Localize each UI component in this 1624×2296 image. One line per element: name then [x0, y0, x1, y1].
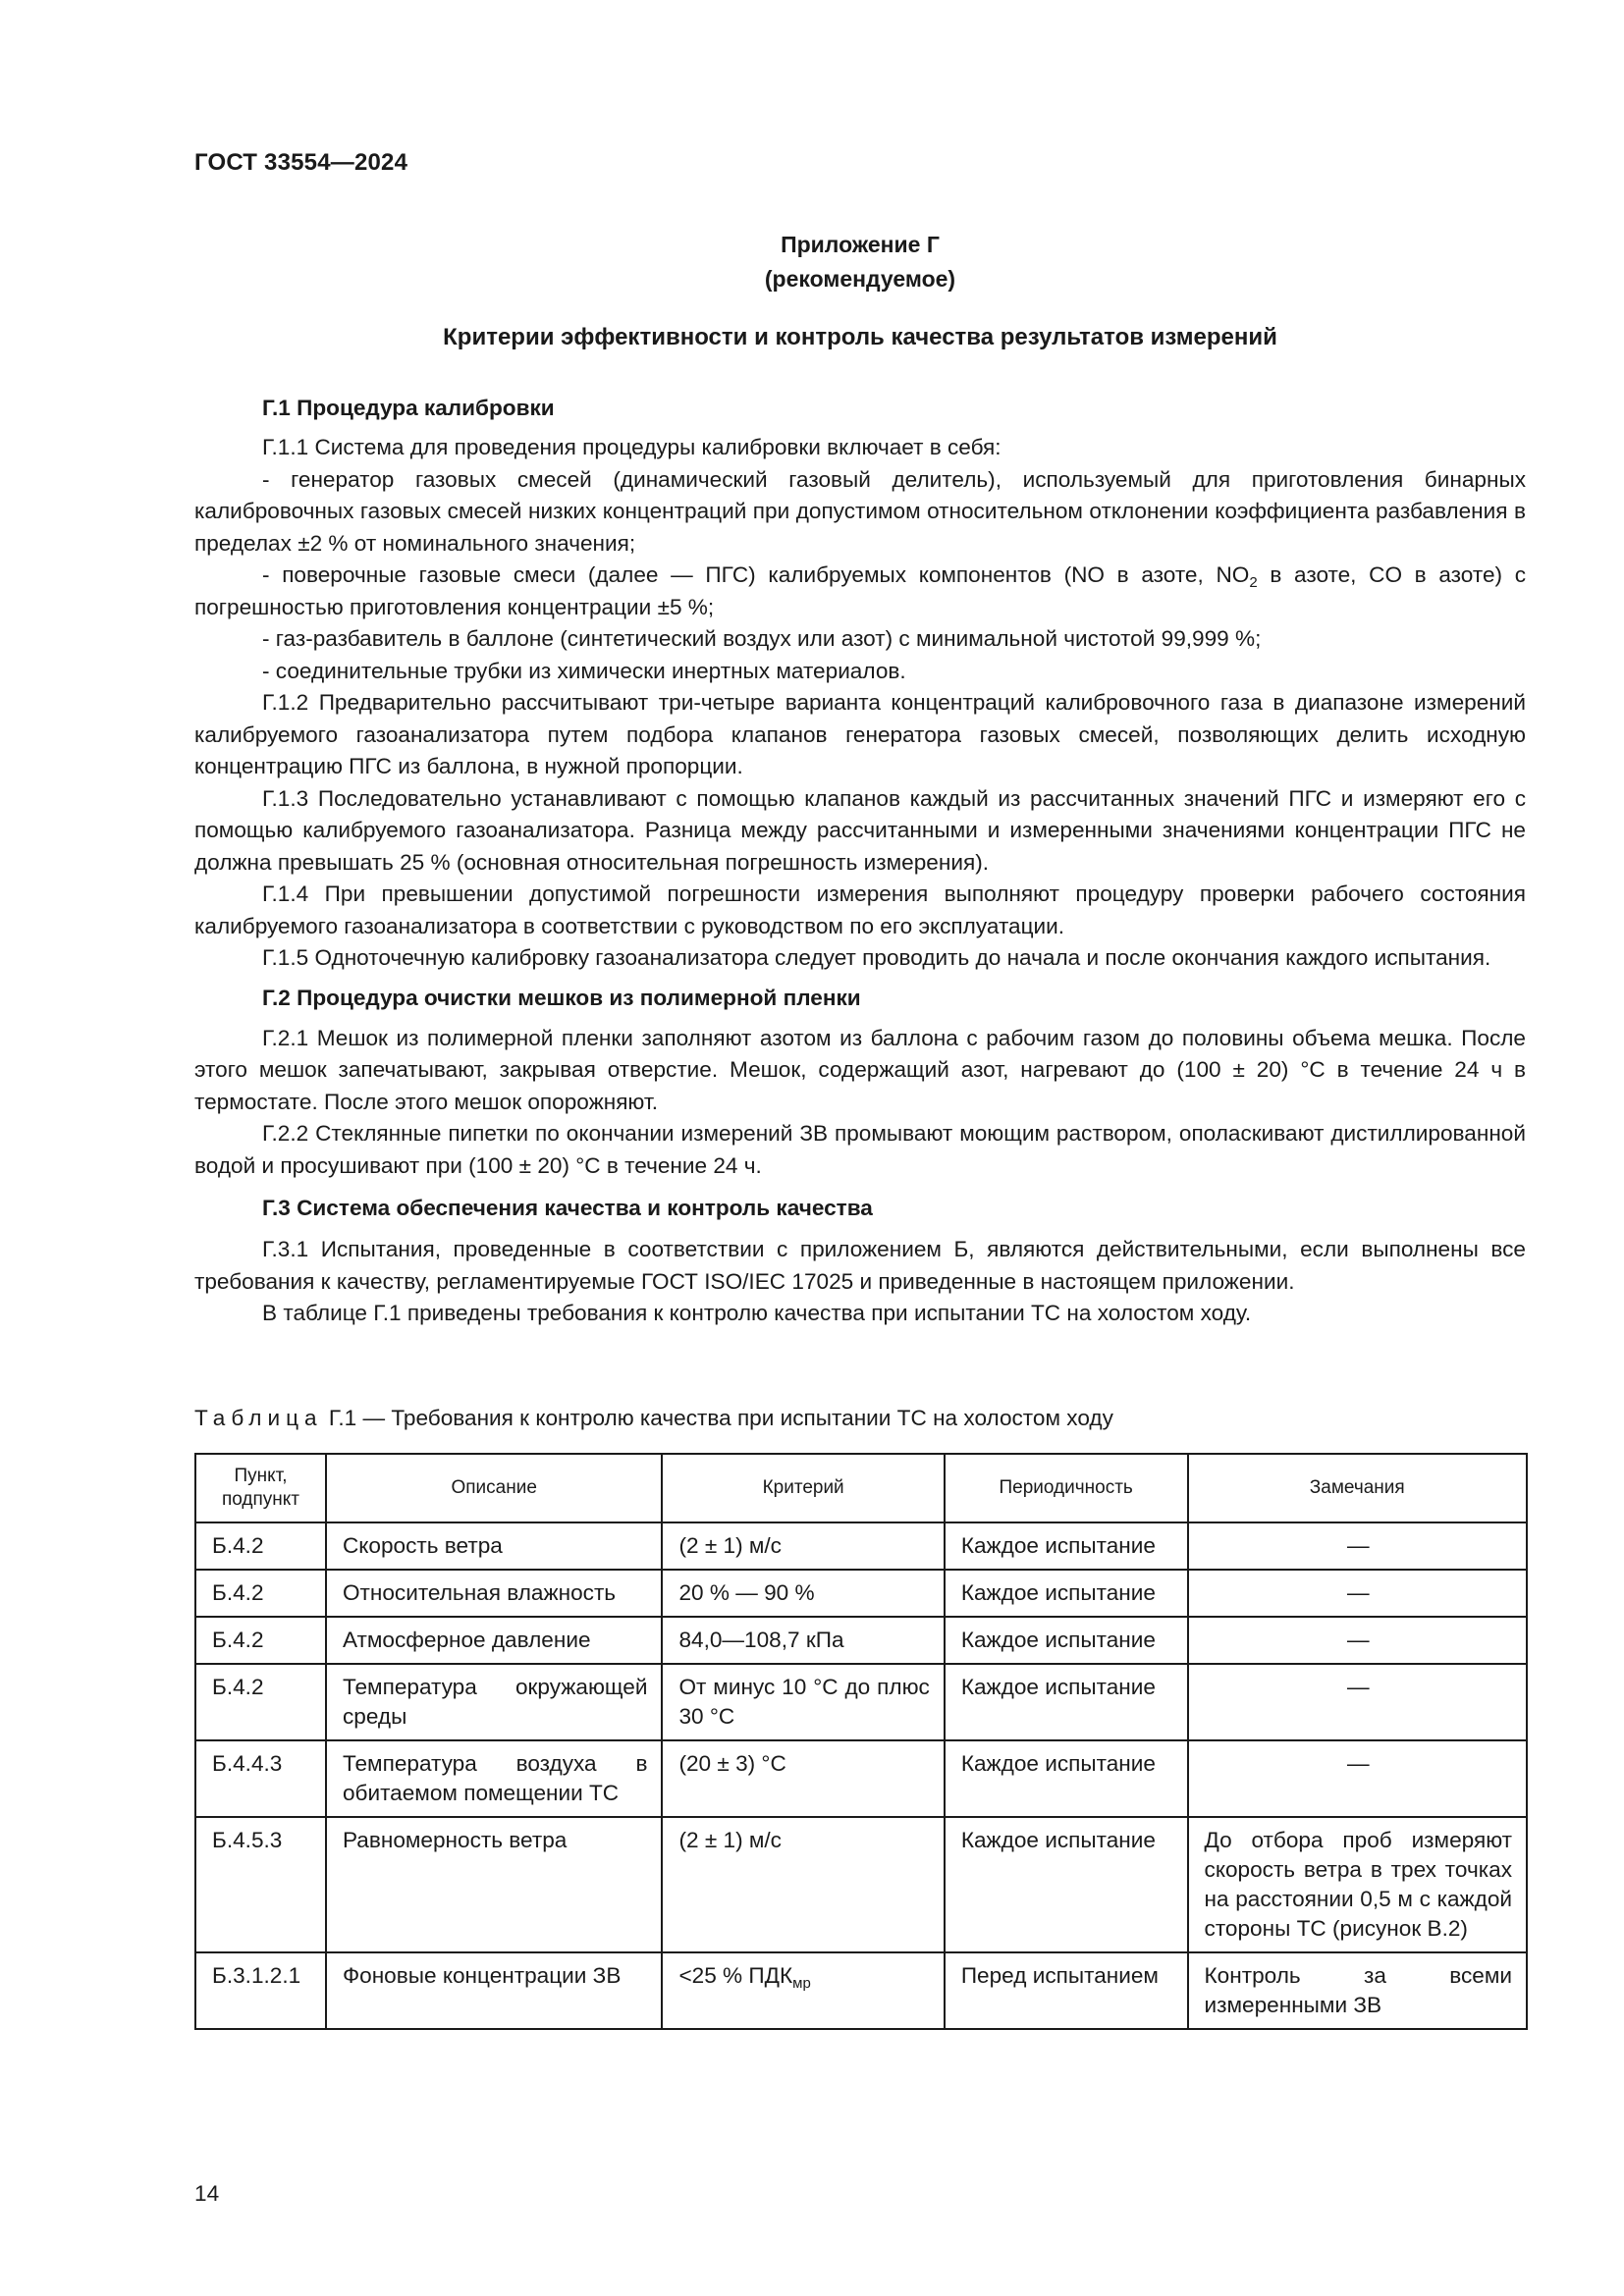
column-header: Описание: [326, 1454, 663, 1522]
table-cell: <25 % $ПДК_{мр}$: [662, 1952, 944, 2029]
paragraph: Г.1.5 Одноточечную калибровку газоанализатора следует проводить до начала и после окончания каждого испытания.: [262, 945, 1491, 970]
table-row: [195, 1570, 1527, 1617]
table-cell: Равномерность ветра: [326, 1817, 663, 1952]
paragraph: Г.2.1 Мешок из полимерной пленки заполняют азотом из баллона с рабочим газом до половины объема мешка. После этого мешок запечатывают, закрывая отверстие. Мешок, содержащий азот, нагревают до (100 ± 20) °C в течение 24 ч в термостате. После этого мешок опорожняют.: [194, 1025, 1526, 1114]
paragraph: Г.1.4 При превышении допустимой погрешности измерения выполняют процедуру проверки рабочего состояния калибруемого газоанализатора в соответствии с руководством по его эксплуатации.: [194, 881, 1526, 938]
column-header: Периодичность: [945, 1454, 1188, 1522]
appendix-label: Приложение Г: [781, 232, 940, 257]
table-header-row: [195, 1454, 1527, 1522]
table-cell: Б.4.2: [195, 1617, 326, 1664]
table-cell: Относительная влажность: [326, 1570, 663, 1617]
table-cell: Каждое испытание: [945, 1740, 1188, 1817]
table-caption-word: Таблица: [194, 1406, 323, 1430]
document-body: [194, 391, 1526, 1330]
appendix-status: (рекомендуемое): [764, 266, 956, 292]
table-cell: Б.4.2: [195, 1570, 326, 1617]
paragraph: Г.1.3 Последовательно устанавливают с помощью клапанов каждый из рассчитанных значений ПГС и измеряют его с помощью калибруемого газоанализатора. Разница между рассчитанными и измеренными значениями концентрации ПГС не должна превышать 25 % (основная относительная погрешность измерения).: [194, 785, 1526, 875]
appendix-heading: [0, 228, 1624, 296]
table-cell: Атмосферное давление: [326, 1617, 663, 1664]
paragraph: - генератор газовых смесей (динамический газовый делитель), используемый для приготовления бинарных калибровочных газовых смесей низких концентраций при допустимом относительном отклонении коэффициента разбавления в пределах ±2 % от номинального значения;: [194, 466, 1526, 556]
quality-control-table: [194, 1453, 1528, 2030]
table-row: [195, 1740, 1527, 1817]
page-number: 14: [194, 2181, 220, 2206]
table-cell: —: [1188, 1522, 1527, 1570]
paragraph: В таблице Г.1 приведены требования к контролю качества при испытании ТС на холостом ходу.: [262, 1301, 1252, 1325]
subscript: мр: [792, 1975, 811, 1992]
subscript: 2: [1249, 574, 1258, 591]
appendix-title: Критерии эффективности и контроль качества результатов измерений: [443, 324, 1277, 350]
column-header: Пункт, подпункт: [195, 1454, 326, 1522]
paragraph: - газ-разбавитель в баллоне (синтетический воздух или азот) с минимальной чистотой 99,999 %;: [262, 626, 1262, 651]
section-heading-g2: Г.2 Процедура очистки мешков из полимерной пленки: [262, 985, 861, 1010]
table-cell: (20 ± 3) °C: [662, 1740, 944, 1817]
table-cell: Контроль за всеми измеренными ЗВ: [1188, 1952, 1527, 2029]
table-cell: (2 ± 1) м/с: [662, 1817, 944, 1952]
table-cell: Б.4.5.3: [195, 1817, 326, 1952]
table-row: [195, 1617, 1527, 1664]
table-cell: До отбора проб измеряют скорость ветра в трех точках на расстоянии 0,5 м с каждой стороны ТС (рисунок В.2): [1188, 1817, 1527, 1952]
table-row: [195, 1817, 1527, 1952]
table-cell: —: [1188, 1664, 1527, 1740]
table-cell: Перед испытанием: [945, 1952, 1188, 2029]
section-heading-g3: Г.3 Система обеспечения качества и контроль качества: [262, 1196, 873, 1220]
paragraph: Г.1.1 Система для проведения процедуры калибровки включает в себя:: [262, 435, 1001, 459]
table-cell: Б.4.2: [195, 1522, 326, 1570]
section-heading-g1: Г.1 Процедура калибровки: [262, 396, 555, 420]
table-cell: Каждое испытание: [945, 1617, 1188, 1664]
table-cell: Каждое испытание: [945, 1664, 1188, 1740]
standard-number: ГОСТ 33554—2024: [194, 149, 408, 176]
table-cell: Б.4.4.3: [195, 1740, 326, 1817]
table-cell: От минус 10 °C до плюс 30 °C: [662, 1664, 944, 1740]
table-cell: Каждое испытание: [945, 1570, 1188, 1617]
paragraph: - поверочные газовые смеси (далее — ПГС) калибруемых компонентов (NO в азоте, $NO_2$ в азоте, CO в азоте) с погрешностью приготовления концентрации ±5 %;: [194, 562, 1526, 619]
table-row: [195, 1952, 1527, 2029]
paragraph: Г.1.2 Предварительно рассчитывают три-четыре варианта концентраций калибровочного газа в диапазоне измерений калибруемого газоанализатора путем подбора клапанов генератора газовых смесей, позволяющих делить исходную концентрацию ПГС из баллона, в нужной пропорции.: [194, 690, 1526, 778]
table-cell: Температура окружающей среды: [326, 1664, 663, 1740]
table-cell: —: [1188, 1617, 1527, 1664]
table-row: [195, 1522, 1527, 1570]
table-cell: (2 ± 1) м/с: [662, 1522, 944, 1570]
paragraph: Г.2.2 Стеклянные пипетки по окончании измерений ЗВ промывают моющим раствором, ополаскивают дистиллированной водой и просушивают при (100 ± 20) °C в течение 24 ч.: [194, 1121, 1526, 1178]
table-cell: Температура воздуха в обитаемом помещении ТС: [326, 1740, 663, 1817]
table-cell: Каждое испытание: [945, 1817, 1188, 1952]
table-cell: 84,0—108,7 кПа: [662, 1617, 944, 1664]
table-cell: Фоновые концентрации ЗВ: [326, 1952, 663, 2029]
table-row: [195, 1664, 1527, 1740]
column-header: Замечания: [1188, 1454, 1527, 1522]
table-cell: Б.4.2: [195, 1664, 326, 1740]
table-cell: Б.3.1.2.1: [195, 1952, 326, 2029]
table-cell: Скорость ветра: [326, 1522, 663, 1570]
paragraph: - соединительные трубки из химически инертных материалов.: [262, 658, 906, 683]
column-header: Критерий: [662, 1454, 944, 1522]
table-cell: Каждое испытание: [945, 1522, 1188, 1570]
table-caption-text: Г.1 — Требования к контролю качества при испытании ТС на холостом ходу: [328, 1406, 1113, 1430]
paragraph: Г.3.1 Испытания, проведенные в соответствии с приложением Б, являются действительными, если выполнены все требования к качеству, регламентируемые ГОСТ ISO/IEC 17025 и приведенные в настоящем приложении.: [194, 1237, 1526, 1294]
table-cell: —: [1188, 1570, 1527, 1617]
table-cell: —: [1188, 1740, 1527, 1817]
table-caption: [194, 1406, 1113, 1431]
table-cell: 20 % — 90 %: [662, 1570, 944, 1617]
